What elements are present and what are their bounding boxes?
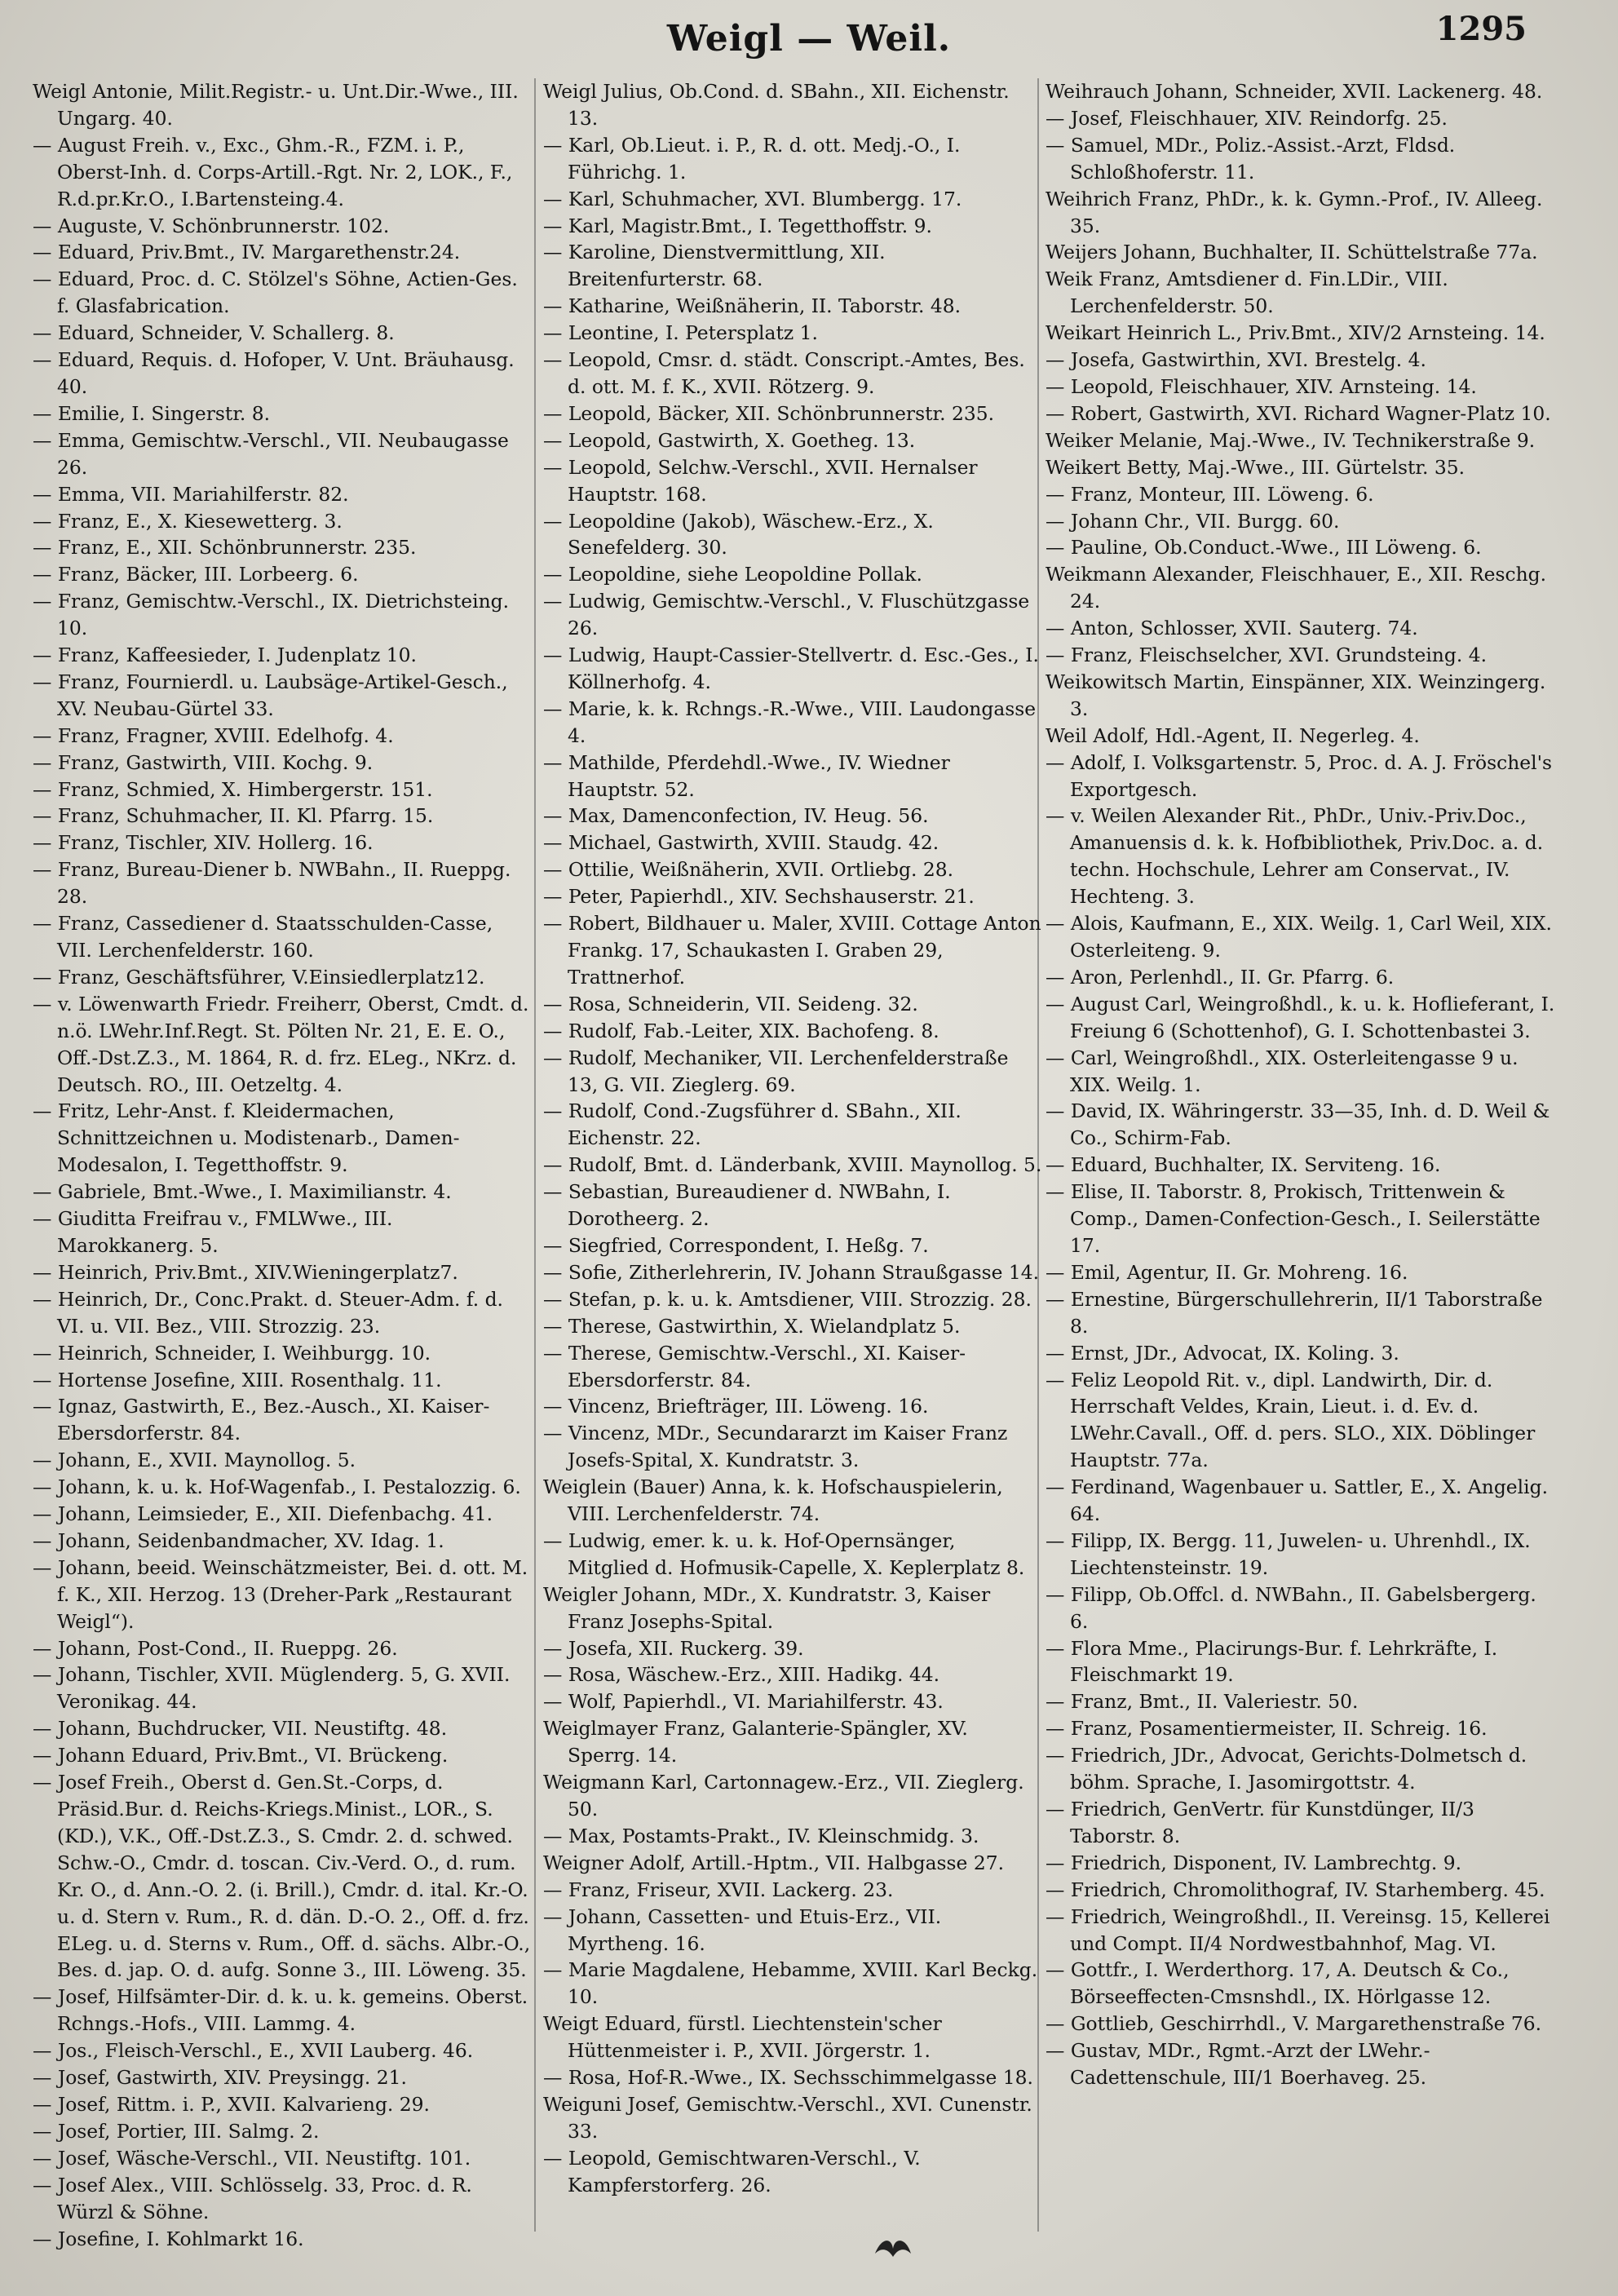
directory-entry: — Johann Chr., VII. Burgg. 60. [1046, 509, 1340, 533]
directory-entry: — Elise, II. Taborstr. 8, Prokisch, Trittenwein & Comp., Damen-Confection-Gesch., I. Seilerstätte 17. [1046, 1180, 1541, 1257]
directory-entry: — Vincenz, Briefträger, III. Löweng. 16. [543, 1395, 929, 1418]
directory-entry: — Johann Eduard, Priv.Bmt., VI. Brückeng. [33, 1744, 449, 1767]
directory-entry: — Franz, Gemischtw.-Verschl., IX. Dietrichsteing. 10. [33, 590, 510, 640]
directory-entry: — Rudolf, Fab.-Leiter, XIX. Bachofeng. 8. [543, 1019, 939, 1042]
directory-entry: — Franz, Bäcker, III. Lorbeerg. 6. [33, 563, 359, 586]
directory-entry: — Leopoldine, siehe Leopoldine Pollak. [543, 563, 922, 586]
directory-entry: — Leopold, Selchw.-Verschl., XVII. Hernalser Hauptstr. 168. [543, 455, 978, 506]
directory-entry: — Karl, Schuhmacher, XVI. Blumbergg. 17. [543, 187, 962, 210]
directory-entry: — Karl, Ob.Lieut. i. P., R. d. ott. Medj.-O., I. Führichg. 1. [543, 133, 961, 184]
directory-entry: — Hortense Josefine, XIII. Rosenthalg. 11. [33, 1368, 442, 1391]
column-3 [1046, 78, 1559, 2199]
directory-entry: — Friedrich, JDr., Advocat, Gerichts-Dolmetsch d. böhm. Sprache, I. Jasomirgottstr. 4. [1046, 1744, 1527, 1794]
directory-entry: — Josef, Fleischhauer, XIV. Reindorfg. 25. [1046, 106, 1448, 130]
directory-entry: — Robert, Gastwirth, XVI. Richard Wagner-Platz 10. [1046, 401, 1551, 425]
directory-entry: — Therese, Gastwirthin, X. Wielandplatz 5. [543, 1314, 961, 1338]
directory-entry: — Franz, E., X. Kiesewetterg. 3. [33, 509, 343, 533]
directory-entry: — Robert, Bildhauer u. Maler, XVIII. Cottage Anton Frankg. 17, Schaukasten I. Graben 29, Trattnerhof. [543, 912, 1041, 989]
directory-entry: — Therese, Gemischtw.-Verschl., XI. Kaiser-Ebersdorferstr. 84. [543, 1341, 966, 1391]
directory-entry: — Leopold, Bäcker, XII. Schönbrunnerstr. 235. [543, 401, 995, 425]
directory-entry: — August Carl, Weingroßhdl., k. u. k. Hoflieferant, I. Freiung 6 (Schottenhof), G. I. Schottenbastei 3. [1046, 992, 1555, 1042]
column-1 [33, 78, 532, 2250]
ornament-icon [869, 2231, 917, 2263]
directory-entry: — Gottlieb, Geschirrhdl., V. Margarethenstraße 76. [1046, 2012, 1542, 2036]
directory-entry: Weigmann Karl, Cartonnagew.-Erz., VII. Zieglerg. 50. [543, 1771, 1024, 1820]
directory-entry: — Karoline, Dienstvermittlung, XII. Breitenfurterstr. 68. [543, 241, 886, 291]
directory-entry: — Siegfried, Correspondent, I. Heßg. 7. [543, 1233, 929, 1257]
directory-entry: — Gustav, MDr., Rgmt.-Arzt der LWehr.-Cadettenschule, III/1 Boerhaveg. 25. [1046, 2039, 1430, 2090]
directory-entry: — Franz, Monteur, III. Löweng. 6. [1046, 482, 1374, 506]
directory-entry: — Ludwig, Haupt-Cassier-Stellvertr. d. Esc.-Ges., I. Köllnerhofg. 4. [543, 644, 1039, 693]
directory-entry: — Rudolf, Mechaniker, VII. Lerchenfelderstraße 13, G. VII. Zieglerg. 69. [543, 1046, 1009, 1096]
directory-entry: — Johann, Cassetten- und Etuis-Erz., VII. Myrtheng. 16. [543, 1904, 942, 1955]
directory-entry: — Giuditta Freifrau v., FMLWwe., III. Marokkanerg. 5. [33, 1207, 393, 1257]
directory-entry: Weikart Heinrich L., Priv.Bmt., XIV/2 Arnsteing. 14. [1046, 321, 1545, 345]
directory-entry: — Michael, Gastwirth, XVIII. Staudg. 42. [543, 831, 939, 855]
directory-entry: — Franz, Geschäftsführer, V.Einsiedlerplatz12. [33, 965, 485, 989]
directory-entry: — Johann, Seidenbandmacher, XV. Idag. 1. [33, 1528, 444, 1552]
directory-entry: — Johann, beeid. Weinschätzmeister, Bei. d. ott. M. f. K., XII. Herzog. 13 (Dreher-Park „Restaurant Weigl“). [33, 1555, 528, 1633]
directory-entry: — Johann, Buchdrucker, VII. Neustiftg. 48. [33, 1717, 448, 1741]
directory-entry: — Rosa, Hof-R.-Wwe., IX. Sechsschimmelgasse 18. [543, 2066, 1033, 2090]
directory-entry: — Auguste, V. Schönbrunnerstr. 102. [33, 214, 390, 237]
directory-entry: — Emilie, I. Singerstr. 8. [33, 401, 271, 425]
directory-entry: — Josefa, Gastwirthin, XVI. Brestelg. 4. [1046, 348, 1426, 372]
directory-entry: — Johann, Leimsieder, E., XII. Diefenbachg. 41. [33, 1502, 493, 1526]
directory-entry: — Emma, Gemischtw.-Verschl., VII. Neubaugasse 26. [33, 428, 509, 479]
directory-entry: — Rudolf, Cond.-Zugsführer d. SBahn., XII. Eichenstr. 22. [543, 1099, 962, 1150]
directory-entry: — Gabriele, Bmt.-Wwe., I. Maximilianstr. 4. [33, 1180, 452, 1204]
directory-entry: — Friedrich, Chromolithograf, IV. Starhemberg. 45. [1046, 1878, 1545, 1901]
directory-entry: — Marie Magdalene, Hebamme, XVIII. Karl Beckg. 10. [543, 1958, 1038, 2009]
directory-entry: — Feliz Leopold Rit. v., dipl. Landwirth, Dir. d. Herrschaft Veldes, Krain, Lieut. i. d. Ev. d. LWehr.Cavall., Off. d. pers. SLO., XIX. Döblinger Hauptstr. 77a. [1046, 1368, 1536, 1472]
directory-entry: — Leopold, Gastwirth, X. Goetheg. 13. [543, 428, 916, 452]
directory-entry: — Franz, Bureau-Diener b. NWBahn., II. Rueppg. 28. [33, 858, 511, 909]
directory-entry: — Johann, k. u. k. Hof-Wagenfab., I. Pestalozzig. 6. [33, 1475, 521, 1499]
directory-entry: — Franz, Posamentiermeister, II. Schreig. 16. [1046, 1717, 1488, 1741]
directory-entry: — Franz, Fragner, XVIII. Edelhofg. 4. [33, 723, 394, 747]
directory-entry: Weihrauch Johann, Schneider, XVII. Lackenerg. 48. [1046, 80, 1543, 103]
directory-entry: — v. Weilen Alexander Rit., PhDr., Univ.-Priv.Doc., Amanuensis d. k. k. Hofbibliothek, Priv.Doc. a. d. techn. Hochschule, Lehrer am Conservat., IV. Hechteng. 3. [1046, 804, 1544, 909]
directory-entry: — Ludwig, emer. k. u. k. Hof-Opernsänger, Mitglied d. Hofmusik-Capelle, X. Keplerplatz 8. [543, 1528, 1025, 1579]
directory-entry: — Mathilde, Pferdehdl.-Wwe., IV. Wiedner Hauptstr. 52. [543, 750, 950, 801]
directory-entry: — Josef, Rittm. i. P., XVII. Kalvarieng. 29. [33, 2092, 430, 2116]
directory-entry: Weikmann Alexander, Fleischhauer, E., XII. Reschg. 24. [1046, 563, 1547, 613]
directory-entry: — Johann, Post-Cond., II. Rueppg. 26. [33, 1636, 398, 1660]
page-title: Weigl — Weil. [666, 18, 952, 60]
directory-entry: — Franz, Cassediener d. Staatsschulden-Casse, VII. Lerchenfelderstr. 160. [33, 912, 493, 962]
directory-entry: — Eduard, Requis. d. Hofoper, V. Unt. Bräuhausg. 40. [33, 348, 515, 398]
directory-entry: — Alois, Kaufmann, E., XIX. Weilg. 1, Carl Weil, XIX. Osterleiteng. 9. [1046, 912, 1552, 962]
directory-entry: — Josef, Portier, III. Salmg. 2. [33, 2119, 320, 2143]
directory-entry: Weikert Betty, Maj.-Wwe., III. Gürtelstr. 35. [1046, 455, 1465, 479]
directory-entry: — Flora Mme., Placirungs-Bur. f. Lehrkräfte, I. Fleischmarkt 19. [1046, 1636, 1498, 1687]
directory-entry: — Franz, Fournierdl. u. Laubsäge-Artikel-Gesch., XV. Neubau-Gürtel 33. [33, 670, 508, 720]
directory-entry: — Ernst, JDr., Advocat, IX. Koling. 3. [1046, 1341, 1399, 1365]
directory-entry: — Anton, Schlosser, XVII. Sauterg. 74. [1046, 617, 1418, 640]
directory-entry: — Leopold, Cmsr. d. städt. Conscript.-Amtes, Bes. d. ott. M. f. K., XVII. Rötzerg. 9. [543, 348, 1025, 398]
directory-entry: — Josef, Wäsche-Verschl., VII. Neustiftg. 101. [33, 2146, 471, 2170]
directory-entry: Weijers Johann, Buchhalter, II. Schüttelstraße 77a. [1046, 241, 1538, 264]
directory-entry: — Gottfr., I. Werderthorg. 17, A. Deutsch & Co., Börseeffecten-Cmsnshdl., IX. Hörlgasse 12. [1046, 1958, 1510, 2009]
directory-entry: Weigl Julius, Ob.Cond. d. SBahn., XII. Eichenstr. 13. [543, 80, 1010, 130]
directory-entry: — Franz, Gastwirth, VIII. Kochg. 9. [33, 750, 374, 774]
directory-entry: Weik Franz, Amtsdiener d. Fin.LDir., VIII. Lerchenfelderstr. 50. [1046, 268, 1448, 318]
directory-entry: — Vincenz, MDr., Secundararzt im Kaiser Franz Josefs-Spital, X. Kundratstr. 3. [543, 1422, 1008, 1472]
directory-entry: Weigl Antonie, Milit.Registr.- u. Unt.Dir.-Wwe., III. Ungarg. 40. [33, 80, 519, 130]
directory-entry: Weigler Johann, MDr., X. Kundratstr. 3, Kaiser Franz Josephs-Spital. [543, 1582, 991, 1633]
directory-entry: — Peter, Papierhdl., XIV. Sechshauserstr. 21. [543, 885, 975, 909]
directory-entry: — Pauline, Ob.Conduct.-Wwe., III Löweng. 6. [1046, 536, 1482, 560]
directory-entry: Weikowitsch Martin, Einspänner, XIX. Weinzingerg. 3. [1046, 670, 1546, 720]
directory-entry: Weigt Eduard, fürstl. Liechtenstein'scher Hüttenmeister i. P., XVII. Jörgerstr. 1. [543, 2012, 942, 2063]
directory-entry: — Franz, Schmied, X. Himbergerstr. 151. [33, 777, 433, 801]
directory-entry: — Samuel, MDr., Poliz.-Assist.-Arzt, Fldsd. Schloßhoferstr. 11. [1046, 133, 1456, 184]
directory-entry: Weigner Adolf, Artill.-Hptm., VII. Halbgasse 27. [543, 1851, 1005, 1874]
directory-entry: Weiglein (Bauer) Anna, k. k. Hofschauspielerin, VIII. Lerchenfelderstr. 74. [543, 1475, 1003, 1526]
directory-entry: — Ignaz, Gastwirth, E., Bez.-Ausch., XI. Kaiser-Ebersdorferstr. 84. [33, 1395, 490, 1445]
directory-entry: — Ferdinand, Wagenbauer u. Sattler, E., X. Angelig. 64. [1046, 1475, 1549, 1526]
directory-entry: — Josef, Hilfsämter-Dir. d. k. u. k. gemeins. Oberst. Rchngs.-Hofs., VIII. Lammg. 4. [33, 1985, 528, 2036]
directory-entry: — Ludwig, Gemischtw.-Verschl., V. Fluschützgasse 26. [543, 590, 1030, 640]
directory-entry: — Leopoldine (Jakob), Wäschew.-Erz., X. Senefelderg. 30. [543, 509, 934, 560]
directory-entry: — Josefa, XII. Ruckerg. 39. [543, 1636, 804, 1660]
directory-entry: — Katharine, Weißnäherin, II. Taborstr. 48. [543, 294, 962, 318]
directory-entry: — Emma, VII. Mariahilferstr. 82. [33, 482, 349, 506]
directory-entry: — Leopold, Gemischtwaren-Verschl., V. Kampferstorferg. 26. [543, 2146, 921, 2196]
directory-entry: — Friedrich, Disponent, IV. Lambrechtg. 9. [1046, 1851, 1462, 1874]
directory-entry: — Eduard, Priv.Bmt., IV. Margarethenstr.24. [33, 241, 461, 264]
directory-entry: — Jos., Fleisch-Verschl., E., XVII Lauberg. 46. [33, 2039, 474, 2063]
directory-entry: — Friedrich, Weingroßhdl., II. Vereinsg. 15, Kellerei und Compt. II/4 Nordwestbahnhof, Mag. VI. [1046, 1904, 1550, 1955]
directory-entry: — Franz, Friseur, XVII. Lackerg. 23. [543, 1878, 894, 1901]
directory-entry: — Rosa, Wäschew.-Erz., XIII. Hadikg. 44. [543, 1663, 940, 1687]
directory-entry: — Marie, k. k. Rchngs.-R.-Wwe., VIII. Laudongasse 4. [543, 697, 1037, 747]
directory-entry: Weil Adolf, Hdl.-Agent, II. Negerleg. 4. [1046, 723, 1420, 747]
column-2 [543, 78, 1042, 2199]
directory-entry: — Rosa, Schneiderin, VII. Seideng. 32. [543, 992, 918, 1015]
directory-entry: — August Freih. v., Exc., Ghm.-R., FZM. i. P., Oberst-Inh. d. Corps-Artill.-Rgt. Nr. 2, LOK., F., R.d.pr.Kr.O., I.Bartensteing.4. [33, 133, 513, 210]
directory-entry: — Eduard, Buchhalter, IX. Serviteng. 16. [1046, 1153, 1441, 1177]
directory-entry: — Sebastian, Bureaudiener d. NWBahn, I. Dorotheerg. 2. [543, 1180, 951, 1231]
directory-entry: — Wolf, Papierhdl., VI. Mariahilferstr. 43. [543, 1690, 944, 1714]
directory-entry: — Franz, Schuhmacher, II. Kl. Pfarrg. 15. [33, 804, 434, 828]
directory-entry: — Max, Postamts-Prakt., IV. Kleinschmidg. 3. [543, 1824, 979, 1847]
directory-entry: — Leontine, I. Petersplatz 1. [543, 321, 818, 345]
directory-entry: — Franz, Kaffeesieder, I. Judenplatz 10. [33, 644, 417, 667]
directory-entry: — Johann, Tischler, XVII. Müglenderg. 5, G. XVII. Veronikag. 44. [33, 1663, 511, 1714]
directory-entry: — Max, Damenconfection, IV. Heug. 56. [543, 804, 929, 828]
directory-entry: Weiker Melanie, Maj.-Wwe., IV. Technikerstraße 9. [1046, 428, 1536, 452]
directory-entry: — Filipp, IX. Bergg. 11, Juwelen- u. Uhrenhdl., IX. Liechtensteinstr. 19. [1046, 1528, 1531, 1579]
directory-entry: — Sofie, Zitherlehrerin, IV. Johann Straußgasse 14. [543, 1260, 1040, 1284]
directory-entry: — Josef Freih., Oberst d. Gen.St.-Corps, d. Präsid.Bur. d. Reichs-Kriegs.Minist., LOR., S.(KD.), V.K., Off.-Dst.Z.3., S. Cmdr. 2. d. schwed. Schw.-O., Cmdr. d. toscan. Civ.-Verd. O., d. rum. Kr. O., d. Ann.-O. 2. (i. Brill.), Cmdr. d. ital. Kr.-O. u. d. Stern v. Rum., R. d. dän. D.-O. 2., Off. d. frz. ELeg. u. d. Sterns v. Rum., Off. d. sächs. Albr.-O., Bes. d. jap. O. d. aufg. Sonne 3., III. Löweng. 35. [33, 1771, 531, 1982]
directory-entry: — v. Löwenwarth Friedr. Freiherr, Oberst, Cmdt. d. n.ö. LWehr.Inf.Regt. St. Pölten Nr. 21, E. E. O., Off.-Dst.Z.3., M. 1864, R. d. frz. ELeg., NKrz. d. Deutsch. RO., III. Oetzeltg. 4. [33, 992, 529, 1096]
directory-entry: — David, IX. Währingerstr. 33—35, Inh. d. D. Weil & Co., Schirm-Fab. [1046, 1099, 1550, 1150]
directory-entry: — Emil, Agentur, II. Gr. Mohreng. 16. [1046, 1260, 1408, 1284]
directory-entry: — Adolf, I. Volksgartenstr. 5, Proc. d. A. J. Fröschel's Exportgesch. [1046, 750, 1553, 801]
directory-entry: Weihrich Franz, PhDr., k. k. Gymn.-Prof., IV. Alleeg. 35. [1046, 187, 1543, 237]
directory-entry: — Filipp, Ob.Offcl. d. NWBahn., II. Gabelsbergerg. 6. [1046, 1582, 1536, 1633]
directory-entry: — Franz, Fleischselcher, XVI. Grundsteing. 4. [1046, 644, 1488, 667]
directory-entry: — Franz, E., XII. Schönbrunnerstr. 235. [33, 536, 417, 560]
page-number: 1295 [1435, 10, 1527, 48]
directory-entry: — Aron, Perlenhdl., II. Gr. Pfarrg. 6. [1046, 965, 1395, 989]
directory-entry: — Ottilie, Weißnäherin, XVII. Ortliebg. 28. [543, 858, 954, 882]
directory-entry: — Friedrich, GenVertr. für Kunstdünger, II/3 Taborstr. 8. [1046, 1798, 1474, 1847]
directory-entry: — Josefine, I. Kohlmarkt 16. [33, 2227, 304, 2250]
directory-entry: — Josef, Gastwirth, XIV. Preysingg. 21. [33, 2066, 407, 2090]
column-divider [534, 78, 536, 2232]
directory-entry: Weiguni Josef, Gemischtw.-Verschl., XVI. Cunenstr. 33. [543, 2092, 1032, 2143]
directory-entry: — Rudolf, Bmt. d. Länderbank, XVIII. Maynollog. 5. [543, 1153, 1042, 1177]
directory-entry: Weiglmayer Franz, Galanterie-Spängler, XV. Sperrg. 14. [543, 1717, 968, 1767]
directory-entry: — Heinrich, Schneider, I. Weihburgg. 10. [33, 1341, 431, 1365]
directory-entry: — Ernestine, Bürgerschullehrerin, II/1 Taborstraße 8. [1046, 1287, 1543, 1338]
directory-entry: — Karl, Magistr.Bmt., I. Tegetthoffstr. 9. [543, 214, 932, 237]
directory-entry: — Johann, E., XVII. Maynollog. 5. [33, 1449, 356, 1472]
directory-entry: — Josef Alex., VIII. Schlösselg. 33, Proc. d. R. Würzl & Söhne. [33, 2173, 472, 2223]
directory-entry: — Eduard, Proc. d. C. Stölzel's Söhne, Actien-Ges. f. Glasfabrication. [33, 268, 518, 318]
directory-entry: — Eduard, Schneider, V. Schallerg. 8. [33, 321, 395, 345]
directory-entry: — Heinrich, Priv.Bmt., XIV.Wieningerplatz7. [33, 1260, 458, 1284]
directory-entry: — Franz, Bmt., II. Valeriestr. 50. [1046, 1690, 1359, 1714]
directory-entry: — Leopold, Fleischhauer, XIV. Arnsteing. 14. [1046, 374, 1477, 398]
directory-entry: — Fritz, Lehr-Anst. f. Kleidermachen, Schnittzeichnen u. Modistenarb., Damen-Modesalon, I. Tegetthoffstr. 9. [33, 1099, 460, 1177]
directory-entry: — Franz, Tischler, XIV. Hollerg. 16. [33, 831, 374, 855]
directory-entry: — Stefan, p. k. u. k. Amtsdiener, VIII. Strozzig. 28. [543, 1287, 1032, 1311]
directory-entry: — Carl, Weingroßhdl., XIX. Osterleitengasse 9 u. XIX. Weilg. 1. [1046, 1046, 1519, 1096]
directory-entry: — Heinrich, Dr., Conc.Prakt. d. Steuer-Adm. f. d. VI. u. VII. Bez., VIII. Strozzig. 23. [33, 1287, 503, 1338]
